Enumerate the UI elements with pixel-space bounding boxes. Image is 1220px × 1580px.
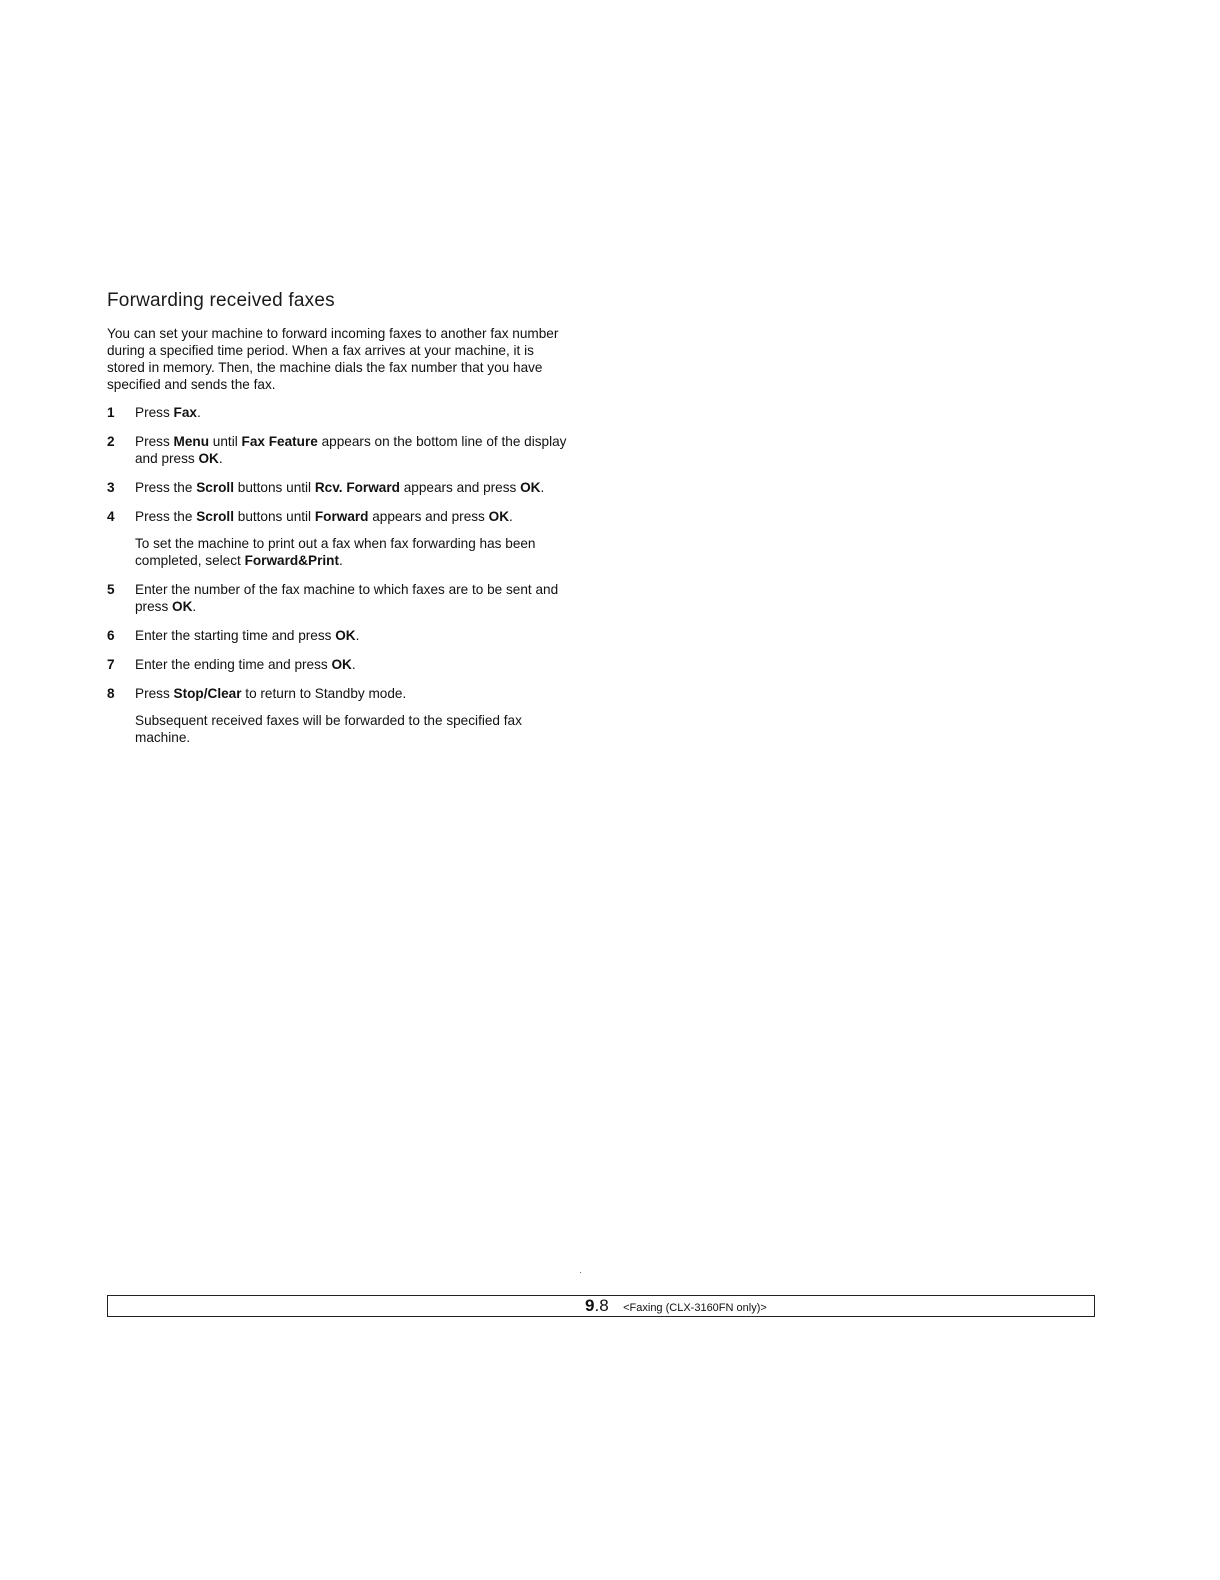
step-text: Enter the number of the fax machine to which faxes are to be sent and press OK. bbox=[135, 582, 559, 614]
step-text: Press Fax. bbox=[135, 405, 201, 420]
section-title: Forwarding received faxes bbox=[107, 290, 335, 311]
step-text: Enter the ending time and press OK. bbox=[135, 657, 356, 672]
step-number: 1 bbox=[107, 405, 115, 420]
step-number: 6 bbox=[107, 628, 115, 643]
step-item bbox=[107, 479, 567, 496]
step-number: 2 bbox=[107, 434, 115, 449]
intro-paragraph: You can set your machine to forward incoming faxes to another fax number during a specified time period. When a fax arrives at your machine, it is stored in memory. Then, the machine dials the fax number that you have specified and sends the fax. bbox=[107, 326, 559, 392]
page-number: 9.8 bbox=[585, 1296, 609, 1315]
step-note: To set the machine to print out a fax when fax forwarding has been completed, select Forward&Print. bbox=[135, 536, 536, 568]
step-number: 4 bbox=[107, 509, 115, 524]
steps-list bbox=[107, 404, 567, 746]
step-item bbox=[107, 508, 567, 569]
content-section bbox=[107, 290, 567, 758]
step-number: 3 bbox=[107, 480, 115, 495]
chapter-label: <Faxing (CLX-3160FN only)> bbox=[623, 1302, 767, 1314]
step-note: Subsequent received faxes will be forwarded to the specified fax machine. bbox=[135, 713, 522, 745]
step-text: Press Menu until Fax Feature appears on the bottom line of the display and press OK. bbox=[135, 434, 567, 466]
step-item bbox=[107, 656, 567, 673]
step-item bbox=[107, 685, 567, 746]
step-item bbox=[107, 404, 567, 421]
step-item bbox=[107, 433, 567, 467]
step-number: 7 bbox=[107, 657, 115, 672]
step-text: Press Stop/Clear to return to Standby mode. bbox=[135, 686, 407, 701]
scan-speck bbox=[580, 1272, 581, 1273]
step-text: Press the Scroll buttons until Forward appears and press OK. bbox=[135, 509, 513, 524]
page-footer bbox=[585, 1296, 767, 1316]
step-text: Press the Scroll buttons until Rcv. Forward appears and press OK. bbox=[135, 480, 545, 495]
step-number: 8 bbox=[107, 686, 115, 701]
step-item bbox=[107, 581, 567, 615]
step-text: Enter the starting time and press OK. bbox=[135, 628, 360, 643]
step-number: 5 bbox=[107, 582, 115, 597]
step-item bbox=[107, 627, 567, 644]
